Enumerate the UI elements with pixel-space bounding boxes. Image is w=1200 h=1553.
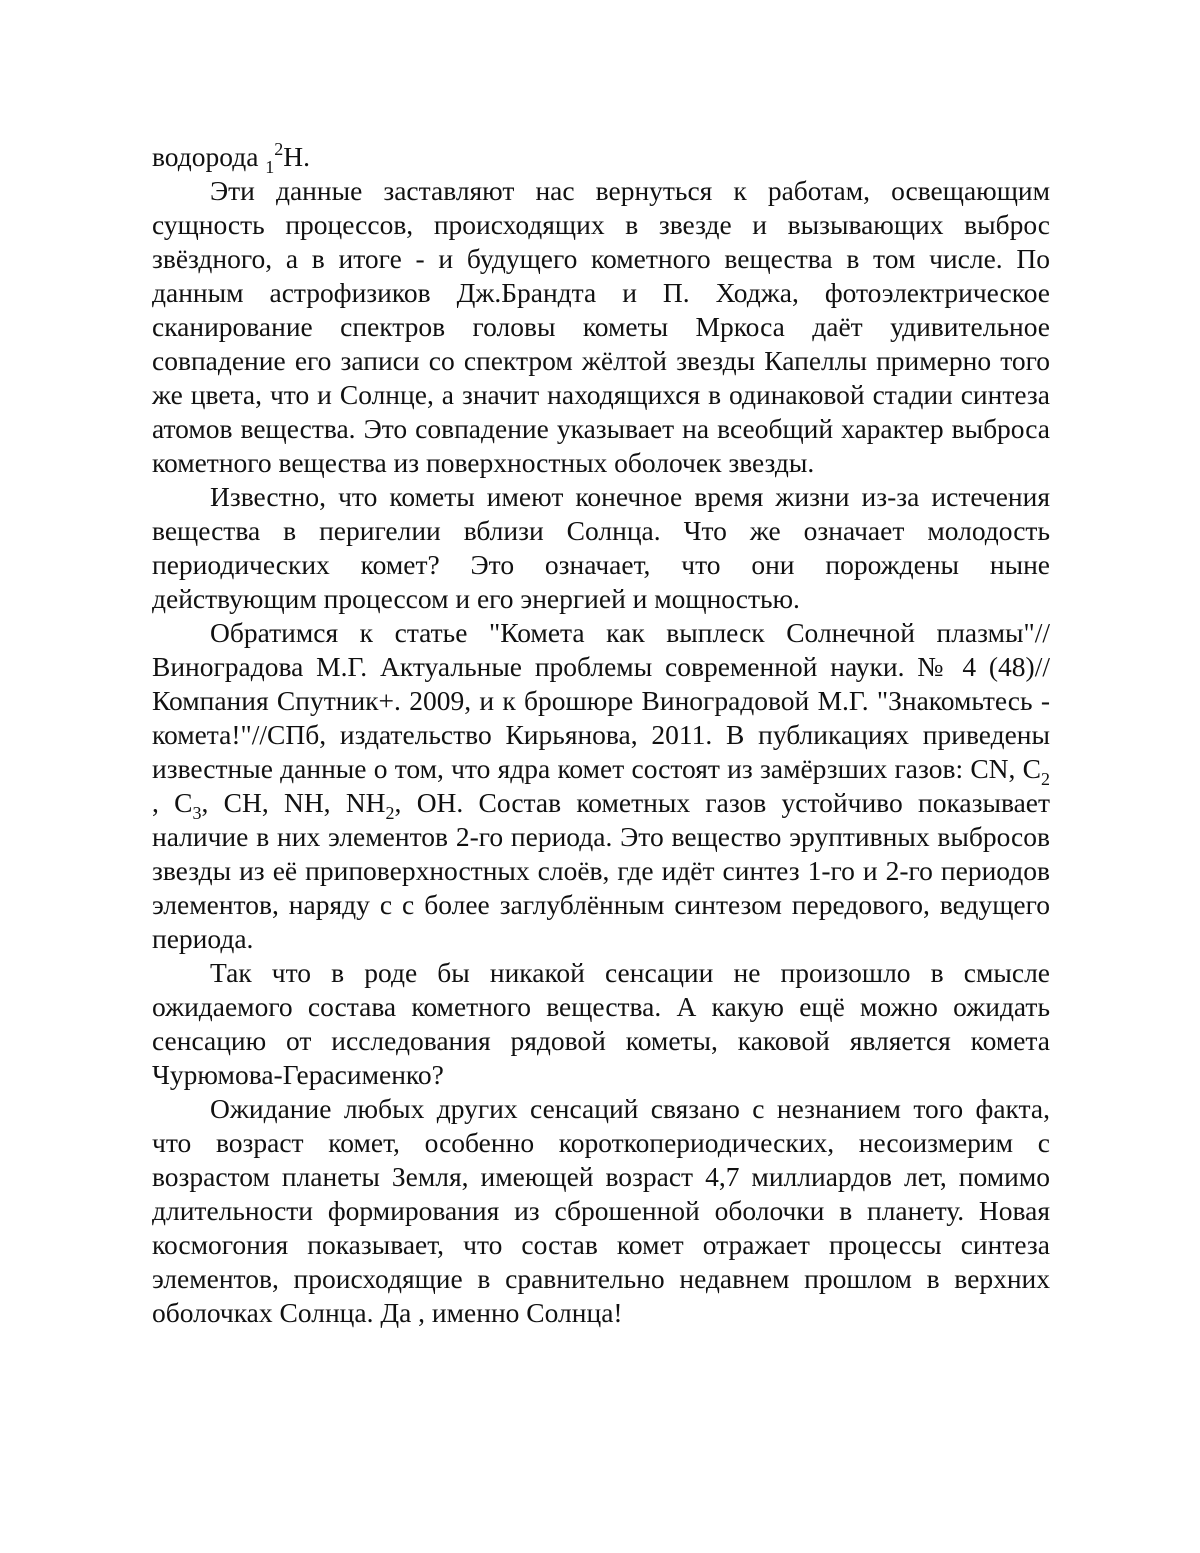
paragraph-comet-gases <box>152 616 1050 956</box>
nh2-subscript: 2 <box>385 803 395 823</box>
paragraph-comet-lifetime: Известно, что кометы имеют конечное время жизни из-за истечения вещества в перигелии вблизи Солнца. Что же означает молодость периодических комет? Это означает, что они порождены ныне действующим процессом и его энергией и мощностью. <box>152 481 1050 614</box>
gases-text-before: Обратимся к статье "Комета как выплеск Солнечной плазмы"// Виноградова М.Г. Актуальные проблемы современной науки. № 4 (48)// Компания Спутник+. 2009, и к брошюре Виноградовой М.Г. "Знакомьтесь - комета!"//СПб, издательство Кирьянова, 2011. В публикациях приведены известные данные о том, что ядра комет состоят из замёрзших газов: CN, C <box>152 617 1050 784</box>
gases-sep: , C <box>152 787 193 818</box>
continuation-word: водорода <box>152 141 259 172</box>
gases-text-after: , OH. Состав кометных газов устойчиво показывает наличие в них элементов 2-го периода. Это вещество эруптивных выбросов звезды из её приповерхностных слоёв, где идёт синтез 1-го и 2-го периодов элементов, наряду с с более заглублённым синтезом передового, ведущего периода. <box>152 787 1050 954</box>
isotope-superscript: 2 <box>274 139 284 159</box>
isotope-subscript: 1 <box>265 157 275 177</box>
paragraph-comet-age: Ожидание любых других сенсаций связано с незнанием того факта, что возраст комет, особенно короткопериодических, несоизмерим с возрастом планеты Земля, имеющей возраст 4,7 миллиардов лет, помимо длительности формирования из сброшенной оболочки в планету. Новая космогония показывает, что состав комет отражает процессы синтеза элементов, происходящие в сравнительно недавнем прошлом в верхних оболочках Солнца. Да , именно Солнца! <box>152 1093 1050 1328</box>
paragraph-spectra: Эти данные заставляют нас вернуться к работам, освещающим сущность процессов, происходящих в звезде и вызывающих выброс звёздного, а в итоге - и будущего кометного вещества в том числе. По данным астрофизиков Дж.Брандта и П. Ходжа, фотоэлектрическое сканирование спектров головы кометы Мркоса даёт удивительное совпадение его записи со спектром жёлтой звезды Капеллы примерно того же цвета, что и Солнце, а значит находящихся в одинаковой стадии синтеза атомов вещества. Это совпадение указывает на всеобщий характер выброса кометного вещества из поверхностных оболочек звезды. <box>152 175 1050 478</box>
document-page <box>152 140 1050 1330</box>
c3-subscript: 3 <box>192 803 202 823</box>
gases-text-mid: , CH, NH, NH <box>201 787 386 818</box>
paragraph-no-sensation: Так что в роде бы никакой сенсации не произошло в смысле ожидаемого состава кометного вещества. А какую ещё можно ожидать сенсацию от исследования рядовой кометы, каковой является комета Чурюмова-Герасименко? <box>152 957 1050 1090</box>
isotope-symbol: H. <box>283 141 311 172</box>
c2-subscript: 2 <box>1041 769 1050 789</box>
continuation-line <box>152 139 1050 177</box>
